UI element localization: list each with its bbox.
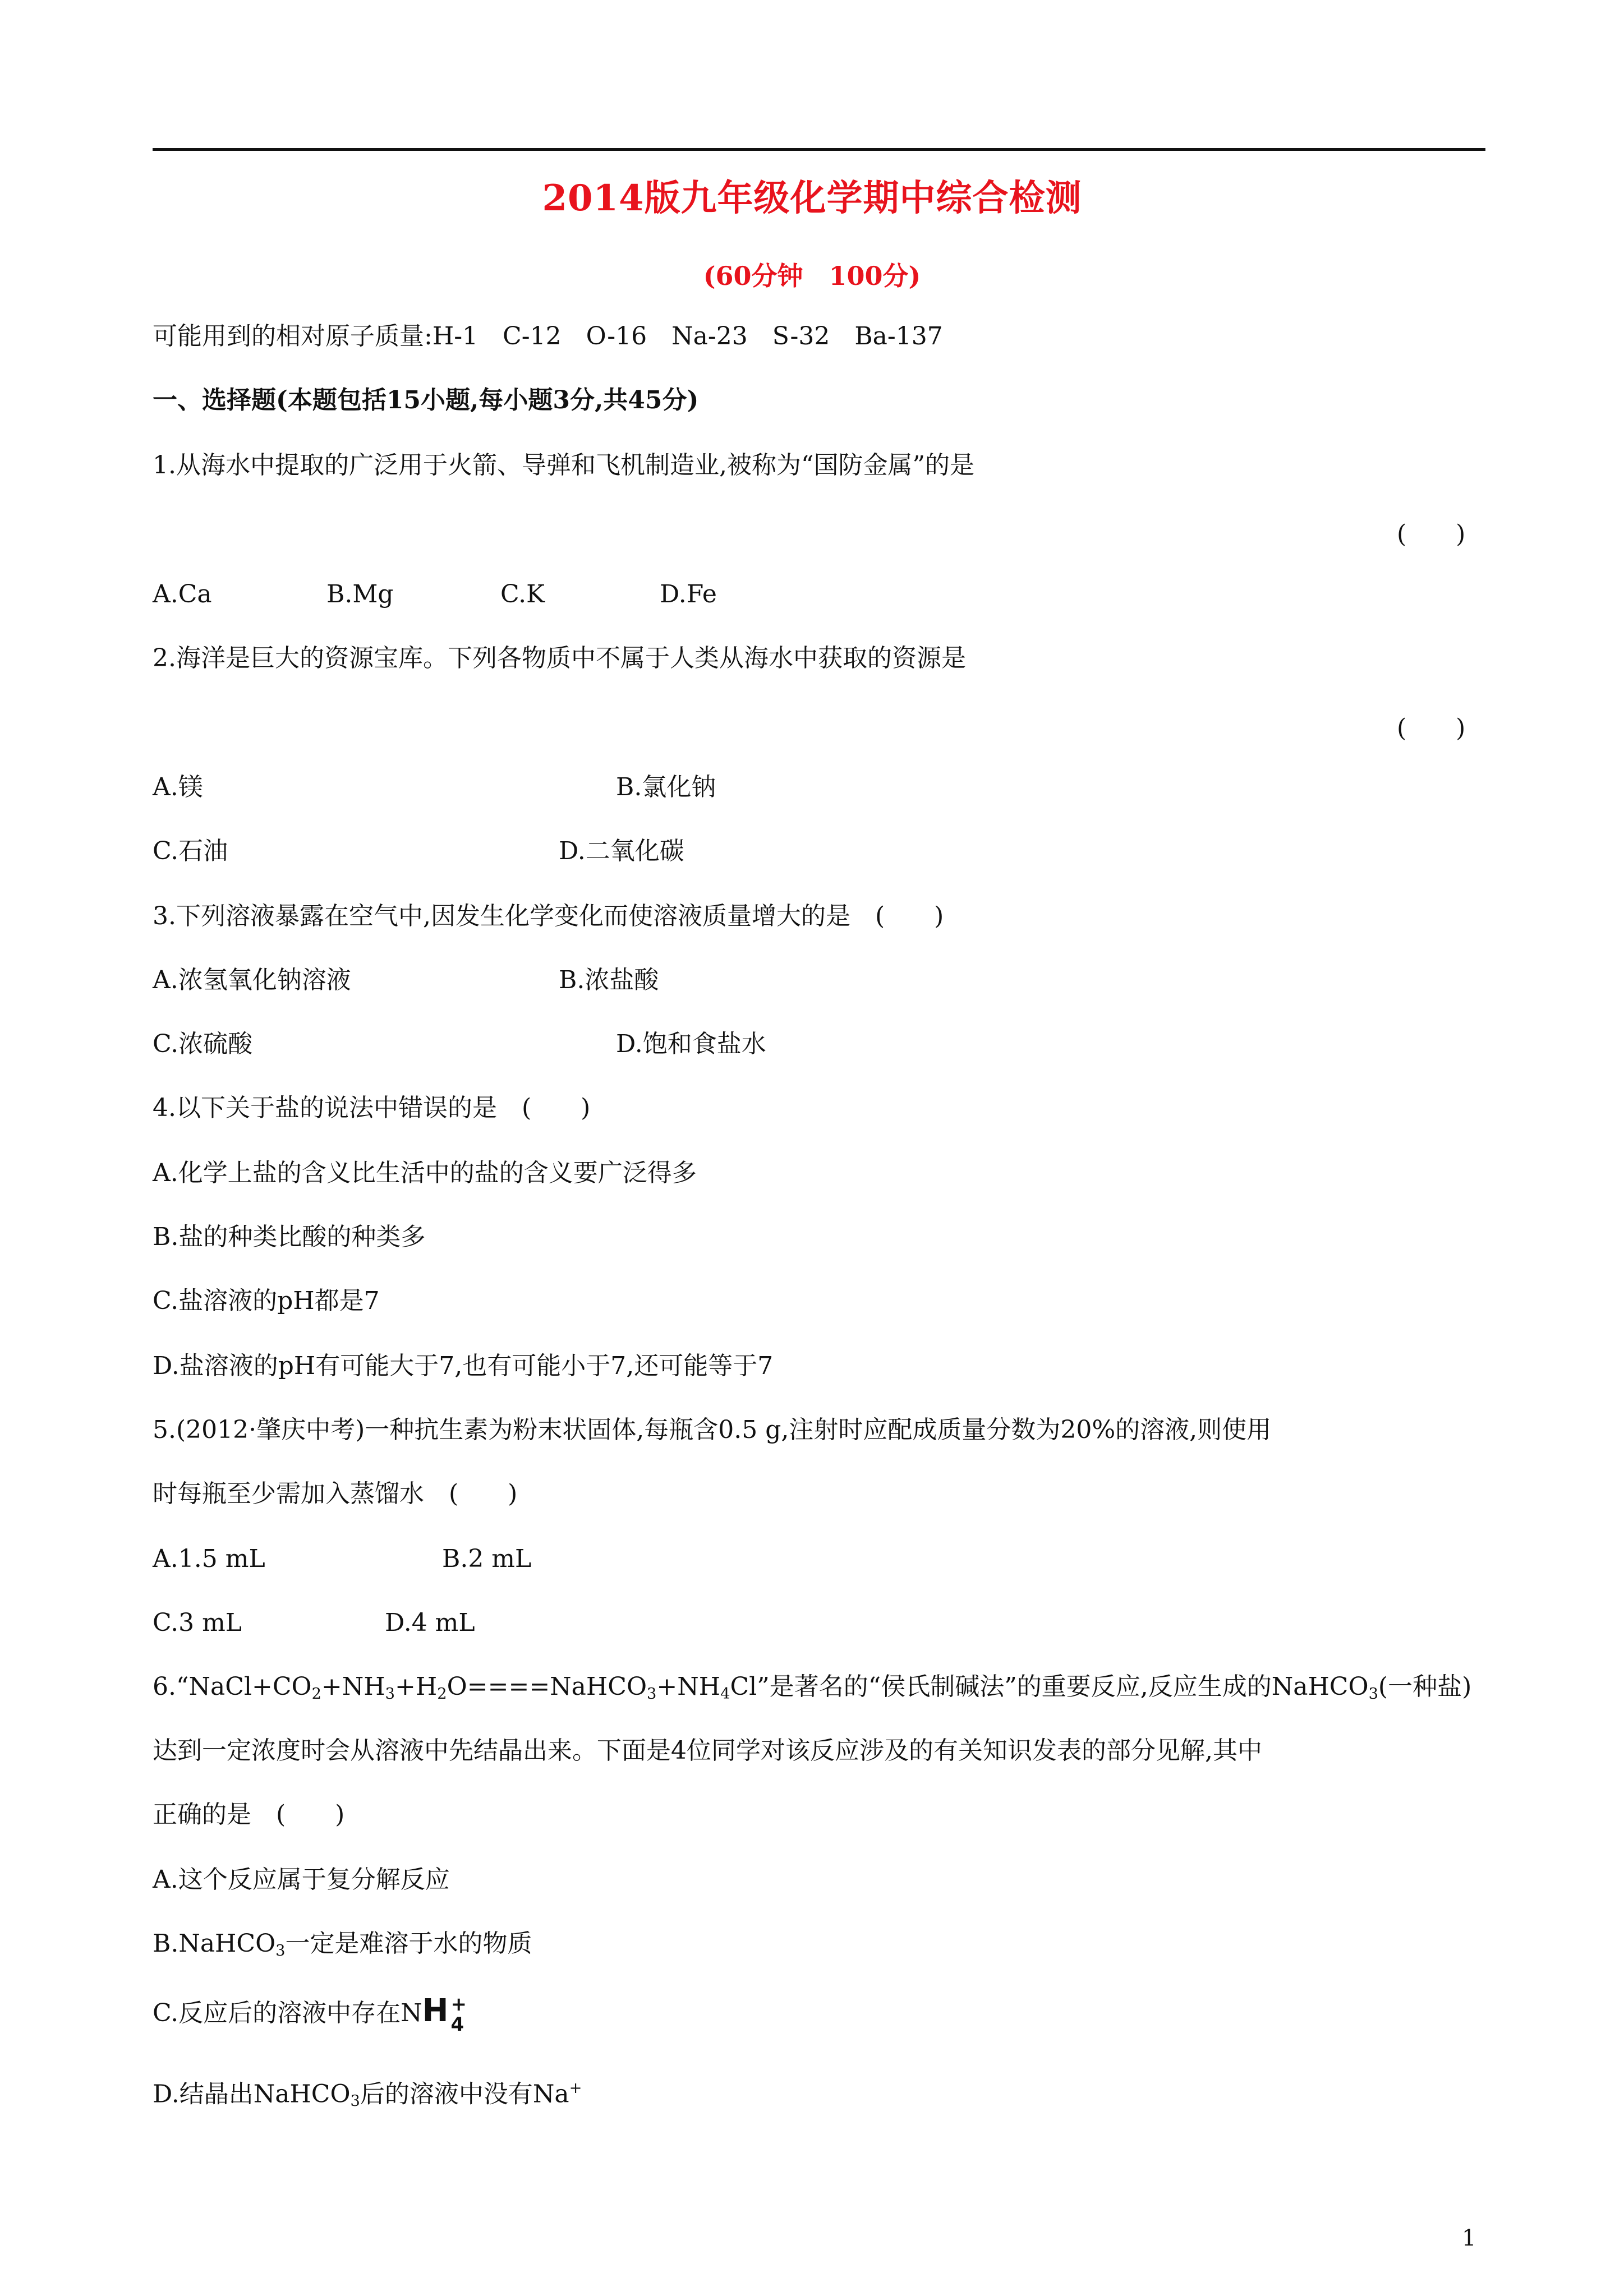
eq-subscript: 3 [385, 1685, 395, 1703]
option-d-subscript: 3 [350, 2092, 360, 2110]
question-6-option-b [153, 1927, 532, 1968]
question-6-option-d [153, 2072, 582, 2118]
question-2-answer-blank: ( ) [1397, 714, 1466, 743]
question-6-option-c [153, 1993, 468, 2036]
header-rule [153, 148, 1485, 151]
question-5-text-line-1: 5.(2012·肇庆中考)一种抗生素为粉末状固体,每瓶含0.5 g,注射时应配成质量分数为20%的溶液,则使用 [153, 1416, 1272, 1444]
question-2-option-b: B.氯化钠 [616, 773, 716, 801]
question-2-option-d: D.二氧化碳 [559, 837, 684, 865]
question-5-option-a: A.1.5 mL [153, 1545, 265, 1573]
question-1-option-c: C.K [500, 580, 545, 608]
question-5-option-c: C.3 mL [153, 1608, 242, 1637]
question-5-option-d: D.4 mL [385, 1608, 475, 1637]
question-1-option-d: D.Fe [660, 580, 717, 608]
question-6-option-a: A.这个反应属于复分解反应 [153, 1865, 450, 1894]
question-2-text: 2.海洋是巨大的资源宝库。下列各物质中不属于人类从海水中获取的资源是 [153, 644, 966, 672]
ammonium-ion-scripts [448, 1993, 468, 2036]
eq-subscript: 3 [647, 1685, 657, 1703]
question-3-option-c: C.浓硫酸 [153, 1030, 253, 1058]
question-4-option-c: C.盐溶液的pH都是7 [153, 1287, 380, 1315]
question-4-text: 4.以下关于盐的说法中错误的是 ( ) [153, 1094, 591, 1122]
question-1-option-b: B.Mg [326, 580, 394, 608]
eq-subscript: 3 [1368, 1685, 1378, 1703]
question-1-option-a: A.Ca [153, 580, 212, 608]
eq-subscript: 2 [437, 1685, 447, 1703]
eq-part: +H [395, 1672, 438, 1701]
page-title: 2014版九年级化学期中综合检测 [542, 177, 1082, 219]
question-1-answer-blank: ( ) [1397, 520, 1466, 548]
page-number: 1 [1462, 2225, 1476, 2251]
eq-part: +NH [321, 1672, 385, 1701]
question-2-option-c: C.石油 [153, 837, 228, 865]
ammonium-subscript: 4 [450, 2013, 464, 2036]
question-4-option-d: D.盐溶液的pH有可能大于7,也有可能小于7,还可能等于7 [153, 1352, 774, 1380]
question-3-option-d: D.饱和食盐水 [616, 1030, 766, 1058]
option-b-suffix: 一定是难溶于水的物质 [285, 1929, 532, 1958]
ammonium-h: H [422, 1993, 449, 2029]
ammonium-formula [422, 1993, 469, 2036]
question-4-option-a: A.化学上盐的含义比生活中的盐的含义要广泛得多 [153, 1159, 697, 1187]
option-d-superscript: + [569, 2080, 582, 2097]
question-3-option-a: A.浓氢氧化钠溶液 [153, 966, 351, 994]
atomic-masses-line: 可能用到的相对原子质量:H-1 C-12 O-16 Na-23 S-32 Ba-137 [153, 322, 943, 351]
question-5-text-line-2: 时每瓶至少需加入蒸馏水 ( ) [153, 1479, 518, 1508]
eq-subscript: 4 [720, 1685, 730, 1703]
question-6-text-line-1 [153, 1670, 1471, 1711]
eq-part: +NH [656, 1672, 721, 1701]
eq-part: (一种盐) [1378, 1672, 1472, 1701]
question-3-option-b: B.浓盐酸 [559, 966, 659, 994]
eq-part: O====NaHCO [447, 1672, 647, 1701]
exam-duration-score: (60分钟 100分) [703, 261, 921, 291]
option-d-middle: 后的溶液中没有Na [360, 2080, 569, 2109]
section-heading: 一、选择题(本题包括15小题,每小题3分,共45分) [153, 386, 699, 414]
option-b-subscript: 3 [275, 1942, 286, 1960]
option-c-prefix: C.反应后的溶液中存在N [153, 1999, 422, 2027]
option-b-prefix: B.NaHCO [153, 1929, 276, 1958]
ammonium-charge: + [450, 1993, 467, 2016]
eq-part: 6.“NaCl+CO [153, 1672, 312, 1701]
question-2-option-a: A.镁 [153, 773, 203, 801]
question-3-text: 3.下列溶液暴露在空气中,因发生化学变化而使溶液质量增大的是 ( ) [153, 902, 944, 930]
question-6-text-line-2: 达到一定浓度时会从溶液中先结晶出来。下面是4位同学对该反应涉及的有关知识发表的部分见解,其中 [153, 1736, 1262, 1765]
option-d-prefix: D.结晶出NaHCO [153, 2080, 351, 2109]
question-4-option-b: B.盐的种类比酸的种类多 [153, 1223, 426, 1251]
eq-part: Cl”是著名的“侯氏制碱法”的重要反应,反应生成的NaHCO [730, 1672, 1369, 1701]
eq-subscript: 2 [311, 1685, 321, 1703]
question-1-text: 1.从海水中提取的广泛用于火箭、导弹和飞机制造业,被称为“国防金属”的是 [153, 451, 974, 480]
question-5-option-b: B.2 mL [442, 1545, 532, 1573]
question-6-text-line-3: 正确的是 ( ) [153, 1800, 345, 1829]
